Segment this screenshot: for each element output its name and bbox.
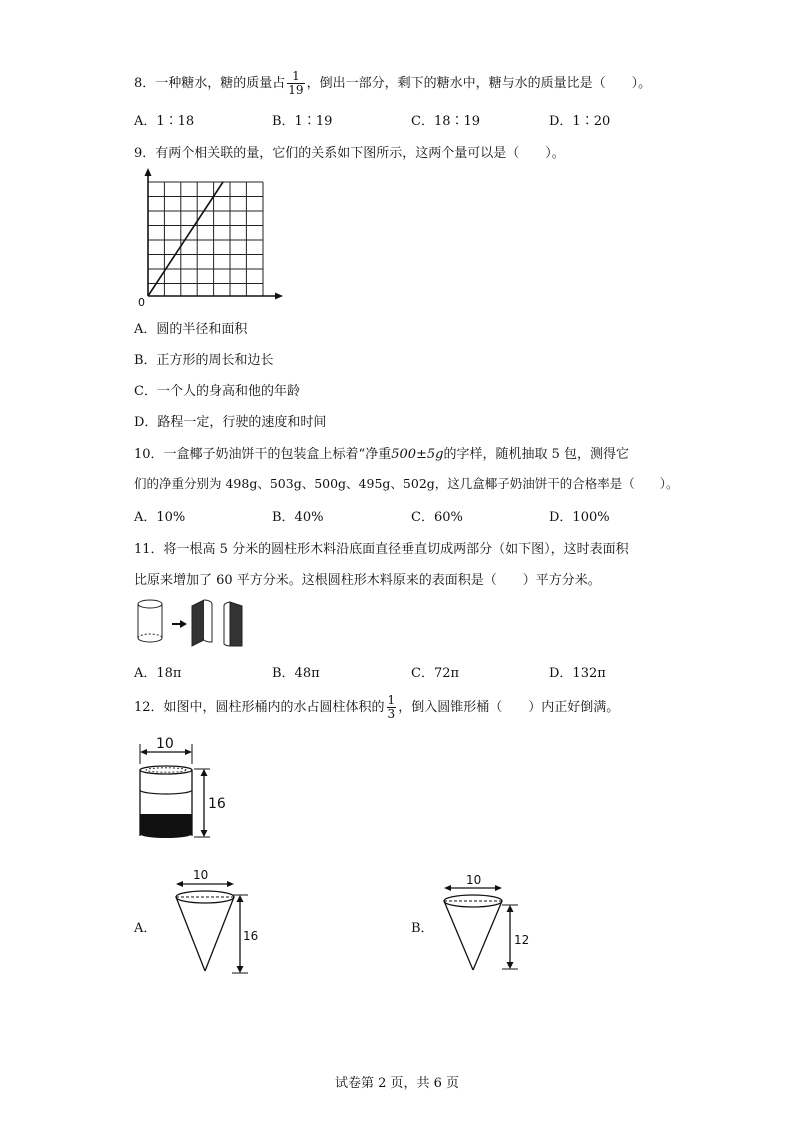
- q12-option-b-label: B．: [411, 921, 434, 936]
- q12-cylinder-height-label: 16: [208, 796, 226, 812]
- q10-option-d: D．100%: [549, 510, 610, 525]
- q12-option-a-label: A．: [134, 921, 157, 936]
- q10-stem-line1: 10．一盒椰子奶油饼干的包装盒上标着“净重500±5g的字样，随机抽取 5 包，测得它: [134, 447, 630, 462]
- q12-cylinder-diameter-label: 10: [156, 736, 174, 752]
- q9-graph: [138, 168, 288, 308]
- q9-option-a: A．圆的半径和面积: [134, 322, 248, 337]
- q12-cylinder-bucket: [130, 734, 230, 844]
- q12-stem: 12．如图中，圆柱形桶内的水占圆柱体积的 $\frac{1}{3}$ ，倒入圆锥形桶（ ）内正好倒满。: [134, 693, 620, 721]
- q12-option-a-cone: [170, 866, 270, 976]
- q8-option-c: C．18∶19: [411, 114, 481, 129]
- q9-origin-label: 0: [138, 296, 145, 309]
- q11-stem-line1: 11．将一根高 5 分米的圆柱形木料沿底面直径垂直切成两部分（如下图），这时表面积: [134, 542, 629, 557]
- q10-stem-line2: 们的净重分别为 498g、503g、500g、495g、502g，这几盒椰子奶油饼干的合格率是（ ）。: [134, 476, 679, 491]
- q11-cylinder-cut-figure: [134, 596, 264, 648]
- q10-weight-expression: 500±5g: [391, 447, 444, 462]
- q8-option-d: D．1∶20: [549, 114, 611, 129]
- q9-option-c: C．一个人的身高和他的年龄: [134, 384, 300, 399]
- q9-option-b: B．正方形的周长和边长: [134, 353, 274, 368]
- q11-option-b: B．48π: [272, 666, 320, 681]
- q11-option-d: D．132π: [549, 666, 606, 681]
- q8-stem: 8．一种糖水，糖的质量占 $\frac{1}{19}$ ，倒出一部分，剩下的糖水中，糖与水的质量比是（ ）。: [134, 69, 652, 97]
- q10-option-c: C．60%: [411, 510, 463, 525]
- q9-stem: 9．有两个相关联的量，它们的关系如下图所示，这两个量可以是（ ）。: [134, 146, 565, 161]
- q12-fraction: $\frac{1}{3}$: [387, 693, 396, 721]
- q8-option-a: A．1∶18: [134, 114, 195, 129]
- q10-option-b: B．40%: [272, 510, 324, 525]
- q8-option-b: B．1∶19: [272, 114, 333, 129]
- q11-option-a: A．18π: [134, 666, 182, 681]
- q11-option-c: C．72π: [411, 666, 460, 681]
- q12-option-b-cone: [440, 870, 540, 980]
- q11-stem-line2: 比原来增加了 60 平方分米。这根圆柱形木料原来的表面积是（ ）平方分米。: [134, 573, 601, 588]
- q12-option-b-diameter-label: 10: [466, 873, 482, 887]
- q12-option-a-diameter-label: 10: [193, 868, 209, 882]
- q9-option-d: D．路程一定，行驶的速度和时间: [134, 415, 327, 430]
- q12-option-b-height-label: 12: [514, 933, 530, 947]
- q10-option-a: A．10%: [134, 510, 186, 525]
- page-footer: 试卷第 2 页，共 6 页: [334, 1076, 460, 1091]
- q12-option-a-height-label: 16: [243, 929, 259, 943]
- q8-fraction: $\frac{1}{19}$: [288, 69, 304, 97]
